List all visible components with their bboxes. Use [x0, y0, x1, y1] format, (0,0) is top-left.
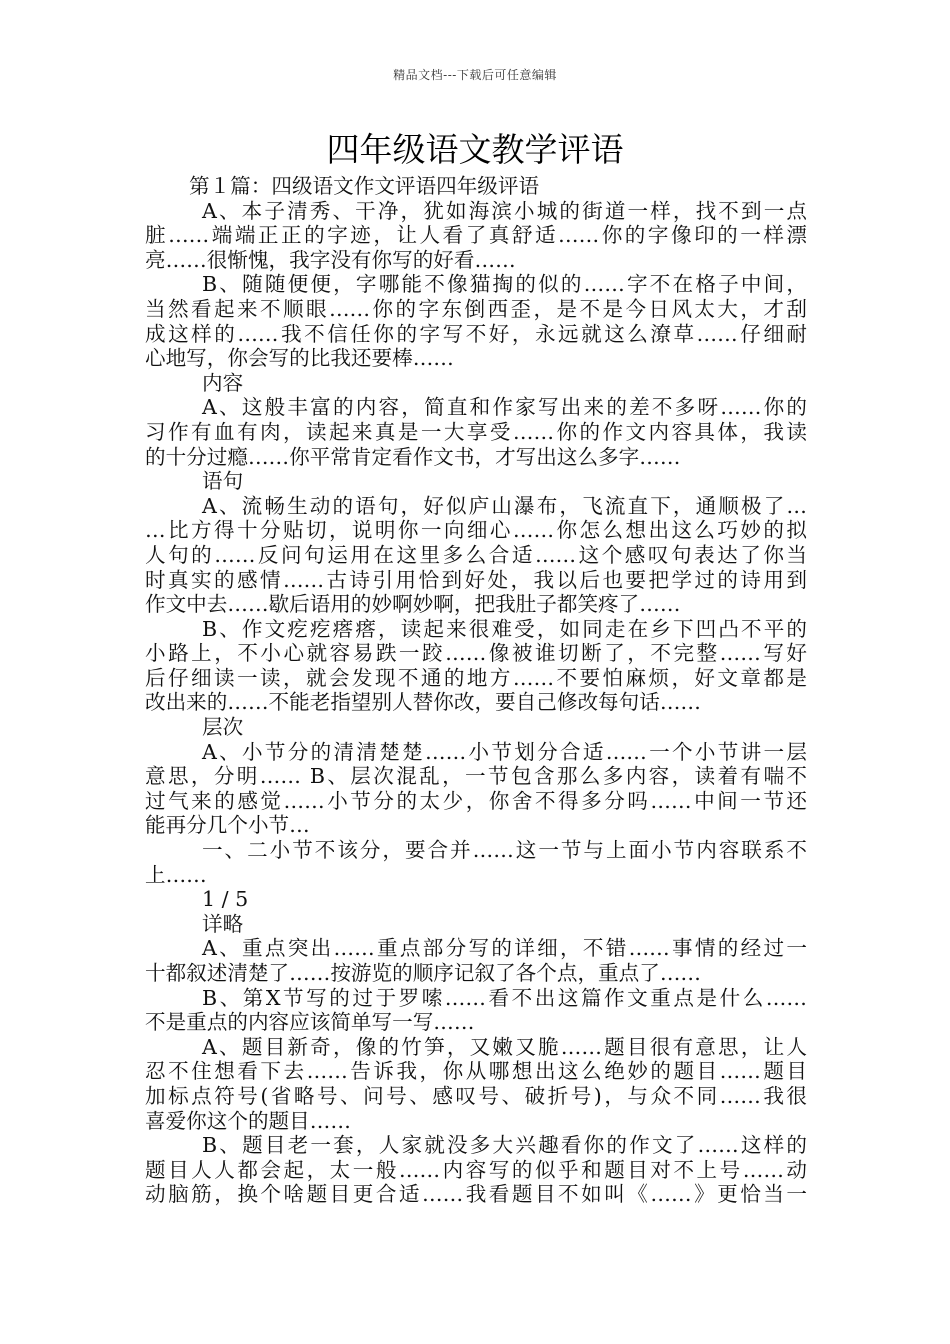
text-line: 不是重点的内容应该简单写一写……: [145, 1010, 475, 1035]
text-line: 详略: [202, 911, 244, 936]
text-line: 作文中去……歇后语用的妙啊妙啊，把我肚子都笑疼了……: [145, 592, 681, 617]
text-line: A、本子清秀、干净，犹如海滨小城的街道一样，找不到一点: [202, 198, 807, 223]
text-line: 人句的……反问句运用在这里多么合适……这个感叹句表达了你当: [145, 542, 807, 567]
text-line: 喜爱你这个的题目……: [145, 1108, 351, 1133]
text-line: 的十分过瘾……你平常肯定看作文书，才写出这么多字……: [145, 444, 681, 469]
text-line: 能再分几个小节…: [145, 813, 310, 838]
text-line: A、重点突出……重点部分写的详细，不错……事情的经过一: [202, 936, 807, 961]
text-line: 意思，分明…… B、层次混乱，一节包含那么多内容，读着有喘不: [145, 764, 807, 789]
text-line: 小路上，不小心就容易跌一跤……像被谁切断了，不完整……写好: [145, 641, 807, 666]
text-line: B、作文疙疙瘩瘩，读起来很难受，如同走在乡下凹凸不平的: [202, 616, 807, 641]
text-line: 成这样的……我不信任你的字写不好，永远就这么潦草……仔细耐: [145, 321, 807, 346]
text-line: B、随随便便，字哪能不像猫掏的似的……字不在格子中间，: [202, 272, 807, 297]
text-line: 当然看起来不顺眼……你的字东倒西歪，是不是今日风太大，才刮: [145, 296, 807, 321]
text-line: B、题目老一套，人家就没多大兴趣看你的作文了……这样的: [202, 1133, 807, 1158]
text-line: 习作有血有肉，读起来真是一大享受……你的作文内容具体，我读: [145, 419, 807, 444]
text-line: 题目人人都会起，太一般……内容写的似乎和题目对不上号……动: [145, 1157, 807, 1182]
text-line: 加标点符号(省略号、问号、感叹号、破折号)，与众不同……我很: [145, 1083, 807, 1108]
text-line: 第１篇：四级语文作文评语四年级评语: [189, 174, 540, 198]
text-line: 内容: [202, 370, 244, 395]
text-line: B、第X节写的过于罗嗦……看不出这篇作文重点是什么……: [202, 985, 807, 1010]
text-line: 层次: [202, 715, 244, 740]
text-line: 改出来的……不能老指望别人替你改，要自己修改每句话……: [145, 690, 702, 715]
text-line: 1 / 5: [202, 887, 249, 912]
text-line: …比方得十分贴切，说明你一向细心……你怎么想出这么巧妙的拟: [145, 518, 807, 543]
text-line: 过气来的感觉……小节分的太少，你舍不得多分吗……中间一节还: [145, 788, 807, 813]
text-line: 时真实的感情……古诗引用恰到好处，我以后也要把学过的诗用到: [145, 567, 807, 592]
text-line: A、小节分的清清楚楚……小节划分合适……一个小节讲一层: [202, 739, 807, 764]
text-line: 脏……端端正正的字迹，让人看了真舒适……你的字像印的一样漂: [145, 223, 807, 248]
text-line: 动脑筋，换个啥题目更合适……我看题目不如叫《……》更恰当一: [145, 1182, 807, 1207]
text-line: 亮……很惭愧，我字没有你写的好看……: [145, 247, 516, 272]
text-line: 语句: [202, 469, 244, 494]
text-line: 十都叙述清楚了……按游览的顺序记叙了各个点，重点了……: [145, 961, 702, 985]
document-title: 四年级语文教学评语: [326, 130, 624, 169]
text-line: 上……: [145, 862, 207, 887]
text-line: 后仔细读一读，就会发现不通的地方……不要怕麻烦，好文章都是: [145, 665, 807, 690]
text-line: A、流畅生动的语句，好似庐山瀑布，飞流直下，通顺极了…: [202, 493, 807, 518]
text-line: 心地写，你会写的比我还要棒……: [145, 346, 454, 371]
header-watermark: 精品文档---下载后可任意编辑: [393, 68, 557, 82]
text-line: 忍不住想看下去……告诉我，你从哪想出这么绝妙的题目……题目: [145, 1059, 807, 1084]
text-line: A、这般丰富的内容，简直和作家写出来的差不多呀……你的: [202, 395, 807, 420]
text-line: 一、二小节不该分，要合并……这一节与上面小节内容联系不: [202, 838, 807, 863]
document-body: [145, 174, 807, 1207]
text-line: A、题目新奇，像的竹笋，又嫩又脆……题目很有意思，让人: [202, 1034, 807, 1059]
